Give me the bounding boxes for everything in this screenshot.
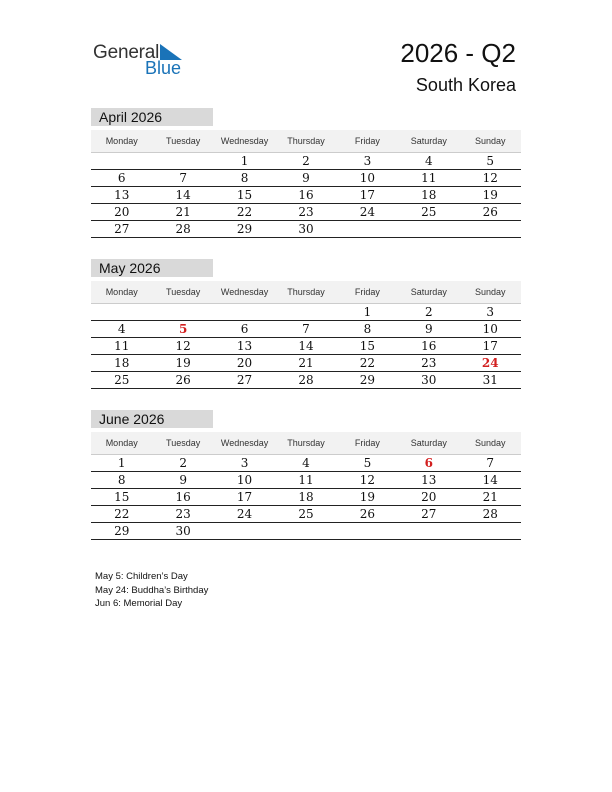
date-cell: 13 bbox=[114, 188, 130, 202]
date-cell: 8 bbox=[363, 322, 372, 336]
weekday-label: Sunday bbox=[474, 287, 506, 297]
weekday-label: Thursday bbox=[287, 136, 325, 146]
week-row bbox=[91, 372, 521, 389]
week-row bbox=[91, 170, 521, 187]
weekday-label: Friday bbox=[354, 438, 380, 448]
date-cell: 11 bbox=[298, 473, 314, 487]
date-cell: 14 bbox=[298, 339, 314, 353]
logo bbox=[93, 40, 193, 80]
date-cell: 30 bbox=[298, 222, 314, 236]
holiday-date-cell: 5 bbox=[178, 322, 188, 336]
date-cell: 18 bbox=[114, 356, 130, 370]
logo-general-text: General bbox=[93, 42, 160, 63]
date-cell: 6 bbox=[240, 322, 249, 336]
date-cell: 28 bbox=[298, 373, 314, 387]
weekday-label: Wednesday bbox=[220, 438, 269, 448]
weekday-label: Saturday bbox=[410, 136, 447, 146]
week-row bbox=[91, 523, 521, 540]
empty-cell bbox=[337, 221, 398, 237]
date-cell: 22 bbox=[114, 507, 130, 521]
weekday-label: Tuesday bbox=[166, 136, 201, 146]
empty-cell bbox=[398, 523, 459, 539]
week-row bbox=[91, 472, 521, 489]
date-cell: 20 bbox=[236, 356, 253, 370]
date-cell: 24 bbox=[236, 507, 253, 521]
week-row bbox=[91, 321, 521, 338]
date-cell: 13 bbox=[236, 339, 253, 353]
weekday-label: Wednesday bbox=[220, 287, 269, 297]
date-cell: 29 bbox=[359, 373, 376, 387]
month-june bbox=[91, 410, 521, 540]
weekday-label: Sunday bbox=[474, 136, 506, 146]
date-cell: 26 bbox=[175, 373, 191, 387]
weekday-header bbox=[91, 432, 521, 455]
date-cell: 4 bbox=[117, 322, 126, 336]
holiday-date-cell: 24 bbox=[481, 356, 499, 370]
empty-cell bbox=[460, 221, 521, 237]
date-cell: 20 bbox=[421, 490, 437, 504]
date-cell: 6 bbox=[117, 171, 126, 185]
date-cell: 12 bbox=[359, 473, 376, 487]
date-cell: 1 bbox=[240, 154, 249, 168]
date-cell: 1 bbox=[363, 305, 372, 319]
date-cell: 15 bbox=[359, 339, 376, 353]
date-cell: 21 bbox=[175, 205, 191, 219]
date-cell: 21 bbox=[482, 490, 498, 504]
weekday-label: Tuesday bbox=[166, 287, 201, 297]
date-cell: 2 bbox=[179, 456, 187, 470]
weekday-header bbox=[91, 281, 521, 304]
empty-cell bbox=[337, 523, 398, 539]
empty-cell bbox=[398, 221, 459, 237]
date-cell: 8 bbox=[240, 171, 249, 185]
date-cell: 4 bbox=[425, 154, 433, 168]
date-cell: 17 bbox=[359, 188, 376, 202]
weekday-label: Thursday bbox=[287, 287, 325, 297]
date-cell: 7 bbox=[302, 322, 310, 336]
month-grid bbox=[91, 304, 521, 389]
month-april bbox=[91, 108, 521, 238]
date-cell: 16 bbox=[298, 188, 314, 202]
weekday-label: Friday bbox=[354, 287, 380, 297]
date-cell: 21 bbox=[298, 356, 314, 370]
empty-cell bbox=[214, 523, 275, 539]
date-cell: 10 bbox=[482, 322, 498, 336]
date-cell: 7 bbox=[179, 171, 187, 185]
week-row bbox=[91, 187, 521, 204]
date-cell: 8 bbox=[117, 473, 126, 487]
date-cell: 11 bbox=[114, 339, 130, 353]
date-cell: 25 bbox=[298, 507, 314, 521]
month-title: May 2026 bbox=[91, 259, 213, 277]
holiday-date-cell: 6 bbox=[424, 456, 433, 470]
date-cell: 26 bbox=[482, 205, 498, 219]
week-row bbox=[91, 221, 521, 238]
month-may bbox=[91, 259, 521, 389]
date-cell: 24 bbox=[359, 205, 376, 219]
date-cell: 10 bbox=[359, 171, 376, 185]
weekday-label: Saturday bbox=[410, 287, 447, 297]
week-row bbox=[91, 338, 521, 355]
date-cell: 26 bbox=[359, 507, 376, 521]
date-cell: 17 bbox=[236, 490, 253, 504]
holiday-note: Jun 6: Memorial Day bbox=[95, 598, 183, 609]
empty-cell bbox=[460, 523, 521, 539]
month-title: June 2026 bbox=[91, 410, 213, 428]
date-cell: 18 bbox=[421, 188, 437, 202]
logo-blue-text: Blue bbox=[145, 58, 182, 78]
date-cell: 2 bbox=[425, 305, 433, 319]
empty-cell bbox=[152, 304, 213, 320]
date-cell: 23 bbox=[175, 507, 191, 521]
date-cell: 20 bbox=[114, 205, 130, 219]
date-cell: 11 bbox=[421, 171, 437, 185]
date-cell: 9 bbox=[425, 322, 433, 336]
week-row bbox=[91, 355, 521, 372]
date-cell: 17 bbox=[482, 339, 498, 353]
date-cell: 30 bbox=[175, 524, 191, 538]
date-cell: 5 bbox=[363, 456, 372, 470]
holiday-note: May 5: Children’s Day bbox=[95, 571, 188, 582]
date-cell: 16 bbox=[421, 339, 437, 353]
date-cell: 25 bbox=[421, 205, 437, 219]
date-cell: 27 bbox=[114, 222, 130, 236]
date-cell: 1 bbox=[117, 456, 126, 470]
date-cell: 25 bbox=[114, 373, 130, 387]
date-cell: 2 bbox=[302, 154, 310, 168]
date-cell: 3 bbox=[363, 154, 372, 168]
page-title: 2026 - Q2 bbox=[400, 38, 516, 68]
weekday-label: Tuesday bbox=[166, 438, 201, 448]
empty-cell bbox=[91, 304, 152, 320]
empty-cell bbox=[214, 304, 275, 320]
month-grid bbox=[91, 455, 521, 540]
empty-cell bbox=[275, 523, 336, 539]
week-row bbox=[91, 204, 521, 221]
date-cell: 28 bbox=[482, 507, 498, 521]
weekday-label: Monday bbox=[105, 287, 138, 297]
date-cell: 27 bbox=[236, 373, 253, 387]
date-cell: 30 bbox=[421, 373, 437, 387]
date-cell: 4 bbox=[302, 456, 310, 470]
date-cell: 28 bbox=[175, 222, 191, 236]
date-cell: 5 bbox=[486, 154, 495, 168]
country-name: South Korea bbox=[415, 75, 516, 95]
date-cell: 23 bbox=[298, 205, 314, 219]
empty-cell bbox=[275, 304, 336, 320]
date-cell: 3 bbox=[240, 456, 249, 470]
date-cell: 22 bbox=[359, 356, 376, 370]
date-cell: 10 bbox=[236, 473, 253, 487]
date-cell: 15 bbox=[114, 490, 130, 504]
weekday-label: Thursday bbox=[287, 438, 325, 448]
date-cell: 19 bbox=[175, 356, 191, 370]
date-cell: 31 bbox=[482, 373, 498, 387]
week-row bbox=[91, 506, 521, 523]
month-grid bbox=[91, 153, 521, 238]
holiday-note: May 24: Buddha’s Birthday bbox=[95, 584, 209, 596]
weekday-header bbox=[91, 130, 521, 153]
date-cell: 12 bbox=[482, 171, 498, 185]
date-cell: 3 bbox=[486, 305, 495, 319]
date-cell: 13 bbox=[421, 473, 437, 487]
date-cell: 27 bbox=[421, 507, 437, 521]
date-cell: 9 bbox=[302, 171, 310, 185]
date-cell: 7 bbox=[486, 456, 495, 470]
week-row bbox=[91, 489, 521, 506]
weekday-label: Monday bbox=[105, 136, 138, 146]
week-row bbox=[91, 455, 521, 472]
date-cell: 14 bbox=[482, 473, 498, 487]
week-row bbox=[91, 153, 521, 170]
date-cell: 9 bbox=[179, 473, 187, 487]
date-cell: 16 bbox=[175, 490, 191, 504]
weekday-label: Saturday bbox=[410, 438, 447, 448]
date-cell: 29 bbox=[236, 222, 253, 236]
date-cell: 23 bbox=[421, 356, 437, 370]
date-cell: 12 bbox=[175, 339, 191, 353]
holiday-notes bbox=[95, 570, 208, 611]
date-cell: 18 bbox=[298, 490, 314, 504]
weekday-label: Monday bbox=[105, 438, 138, 448]
month-title: April 2026 bbox=[91, 108, 213, 126]
empty-cell bbox=[152, 153, 213, 169]
weekday-label: Wednesday bbox=[220, 136, 269, 146]
empty-cell bbox=[91, 153, 152, 169]
date-cell: 29 bbox=[114, 524, 130, 538]
weekday-label: Sunday bbox=[474, 438, 506, 448]
date-cell: 19 bbox=[482, 188, 498, 202]
date-cell: 15 bbox=[236, 188, 253, 202]
date-cell: 22 bbox=[236, 205, 253, 219]
date-cell: 14 bbox=[175, 188, 191, 202]
date-cell: 19 bbox=[359, 490, 376, 504]
weekday-label: Friday bbox=[354, 136, 380, 146]
week-row bbox=[91, 304, 521, 321]
